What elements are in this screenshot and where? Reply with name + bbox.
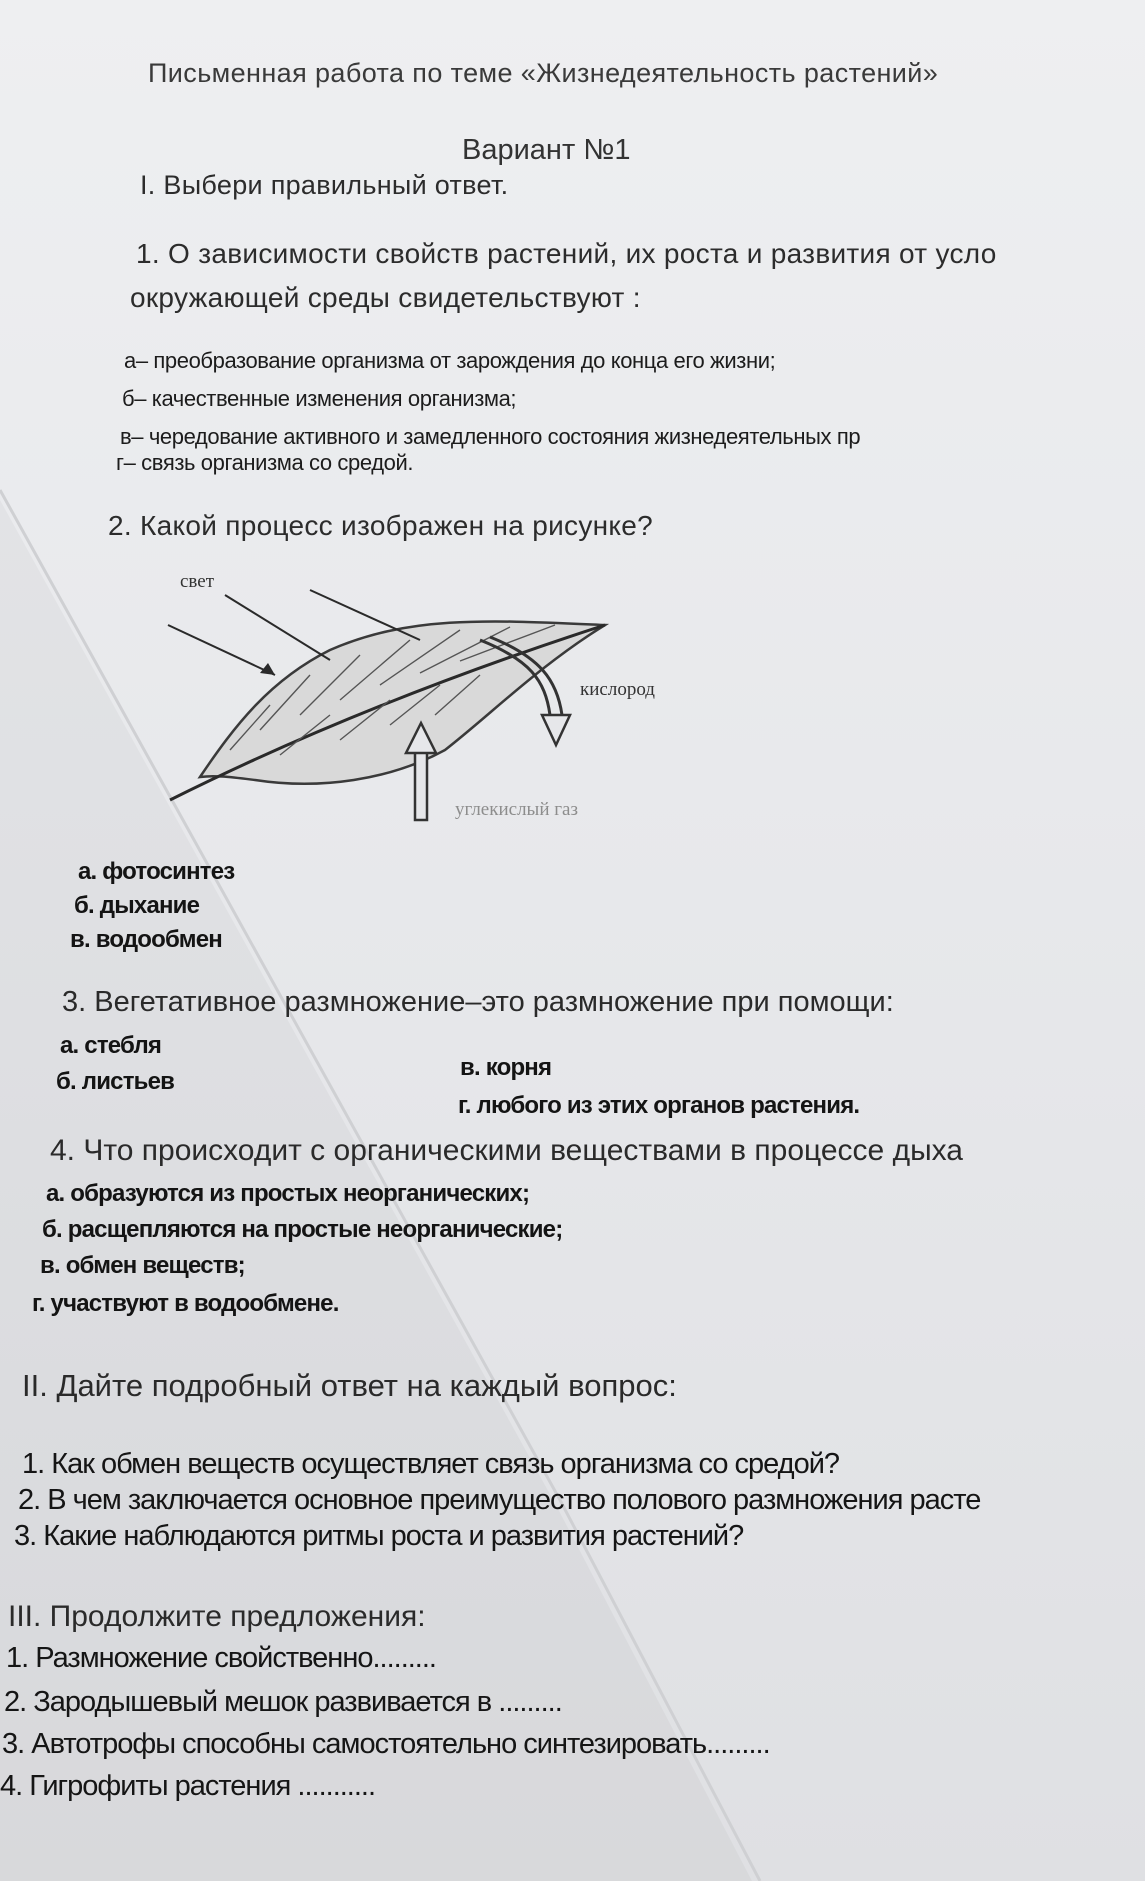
q4-option-b: б. расщепляются на простые неорганические; bbox=[42, 1216, 563, 1243]
q1-text-line2: окружающей среды свидетельствуют : bbox=[130, 282, 641, 313]
section3-heading: III. Продолжите предложения: bbox=[8, 1600, 426, 1633]
q1-option-a: а– преобразование организма от зарождения до конца его жизни; bbox=[124, 348, 776, 373]
q3-option-b: б. листьев bbox=[56, 1068, 175, 1095]
q1-option-c: в– чередование активного и замедленного состояния жизнедеятельных пр bbox=[120, 424, 861, 449]
section1-heading: I. Выбери правильный ответ. bbox=[140, 170, 509, 200]
q4-option-a: а. образуются из простых неорганических; bbox=[46, 1180, 530, 1207]
label-oxygen: кислород bbox=[580, 679, 655, 700]
q3-option-c: в. корня bbox=[460, 1054, 552, 1081]
q4-option-c: в. обмен веществ; bbox=[40, 1252, 245, 1279]
section2-heading: II. Дайте подробный ответ на каждый вопрос: bbox=[22, 1368, 677, 1403]
label-co2: углекислый газ bbox=[455, 799, 578, 820]
photosynthesis-leaf-diagram bbox=[160, 565, 720, 835]
q3-option-d: г. любого из этих органов растения. bbox=[458, 1092, 860, 1119]
q1-text-line1: 1. О зависимости свойств растений, их роста и развития от усло bbox=[136, 238, 997, 269]
section3-item-3: 3. Автотрофы способны самостоятельно синтезировать......... bbox=[2, 1728, 770, 1760]
q3-option-a: а. стебля bbox=[60, 1032, 162, 1059]
q1-option-b: б– качественные изменения организма; bbox=[122, 386, 517, 411]
q1-option-d: г– связь организма со средой. bbox=[116, 450, 414, 475]
q2-option-b: б. дыхание bbox=[74, 892, 200, 919]
q4-text: 4. Что происходит с органическими веществами в процессе дыха bbox=[50, 1134, 963, 1167]
section2-question-1: 1. Как обмен веществ осуществляет связь организма со средой? bbox=[22, 1448, 840, 1480]
leaf-icon bbox=[170, 621, 605, 800]
section2-question-3: 3. Какие наблюдаются ритмы роста и развития растений? bbox=[14, 1520, 744, 1552]
worksheet-title: Письменная работа по теме «Жизнедеятельность растений» bbox=[148, 58, 939, 88]
q2-text: 2. Какой процесс изображен на рисунке? bbox=[108, 510, 654, 541]
q3-text: 3. Вегетативное размножение–это размножение при помощи: bbox=[62, 986, 894, 1018]
section3-item-4: 4. Гигрофиты растения ........... bbox=[0, 1770, 376, 1802]
variant-number: Вариант №1 bbox=[462, 134, 631, 166]
section3-item-2: 2. Зародышевый мешок развивается в ......... bbox=[4, 1686, 562, 1718]
section2-question-2: 2. В чем заключается основное преимущество полового размножения расте bbox=[18, 1484, 981, 1516]
label-light: свет bbox=[180, 571, 215, 592]
q2-option-a: а. фотосинтез bbox=[78, 858, 235, 885]
q4-option-d: г. участвуют в водообмене. bbox=[32, 1290, 339, 1317]
section3-item-1: 1. Размножение свойственно......... bbox=[6, 1642, 436, 1674]
q2-option-c: в. водообмен bbox=[70, 926, 222, 953]
